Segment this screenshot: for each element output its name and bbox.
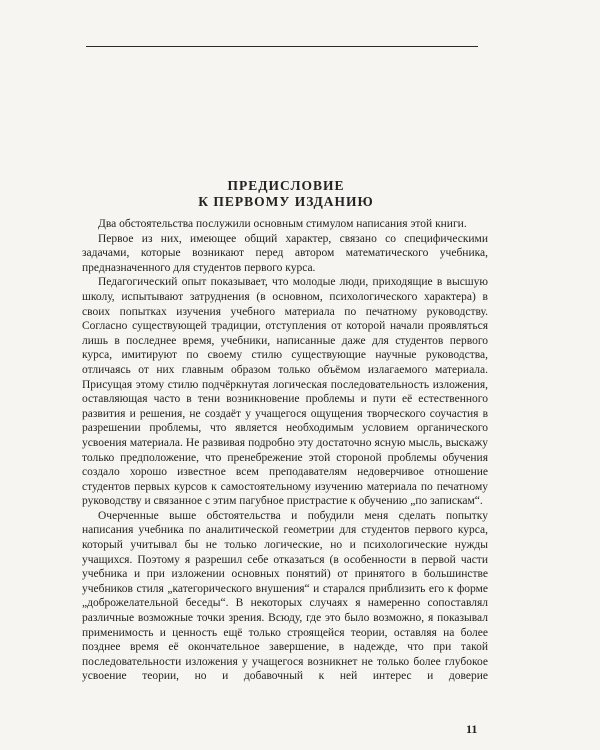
heading-line-1: ПРЕДИСЛОВИЕ bbox=[227, 178, 345, 193]
paragraph-3: Педагогический опыт показывает, что молодые люди, приходящие в высшую школу, испытывают затруднения (в основном, психологического характера) в своих попытках изучения учебного материала по печатному руководству. Согласно существующей традиции, отступления от которой начали проявляться лишь в последнее время, учебники, написанные даже для студентов первого курса, имитируют по своему стилю существующие научные руководства, отличаясь от них главным образом только объёмом излагаемого материала. Присущая этому стилю подчёркнутая логическая последовательность изложения, оставляющая часто в тени возникновение проблемы и пути её естественного развития и решения, не создаёт у учащегося ощущения творческого соучастия в разрешении проблемы, что является необходимым условием органического усвоения материала. Не развивая подробно эту достаточно ясную мысль, выскажу только предположение, что пренебрежение этой стороной проблемы обучения создало хорошо известное всем преподавателям недоверчивое отношение студентов первых курсов к самостоятельному изучению материала по печатному руководству и связанное с этим пагубное пристрастие к обучению „по запискам“. bbox=[82, 276, 488, 508]
page-number: 11 bbox=[466, 722, 478, 736]
paragraph-4: Очерченные выше обстоятельства и побудили меня сделать попытку написания учебника по аналитической геометрии для студентов первого курса, который учитывал бы не только логические, но и психологические нужды учащихся. Поэтому я разрешил себе отказаться (в особенности в первой части учебника и при изложении основных понятий) от принятого в большинстве учебников стиля „категорического внушения“ и старался приблизить его к форме „доброжелательной беседы“. В некоторых случаях я намеренно сопоставлял различные возможные точки зрения. Всюду, где это было возможно, я показывал применимость и ценность ещё только строящейся теории, оставляя на более позднее время её окончательное завершение, в надежде, что при такой последовательности изложения у учащегося возникнет не только более глубокое усвоение теории, но и добавочный к ней интерес и доверие bbox=[82, 509, 488, 683]
heading-line-2: К ПЕРВОМУ ИЗДАНИЮ bbox=[198, 194, 374, 209]
top-rule bbox=[86, 46, 478, 47]
paragraph-2: Первое из них, имеющее общий характер, связано со специфическими задачами, которые возникают перед автором математического учебника, предназначенного для студентов первого курса. bbox=[82, 232, 488, 274]
paragraph-1: Два обстоятельства послужили основным стимулом написания этой книги. bbox=[98, 218, 467, 230]
body-text bbox=[82, 217, 488, 684]
